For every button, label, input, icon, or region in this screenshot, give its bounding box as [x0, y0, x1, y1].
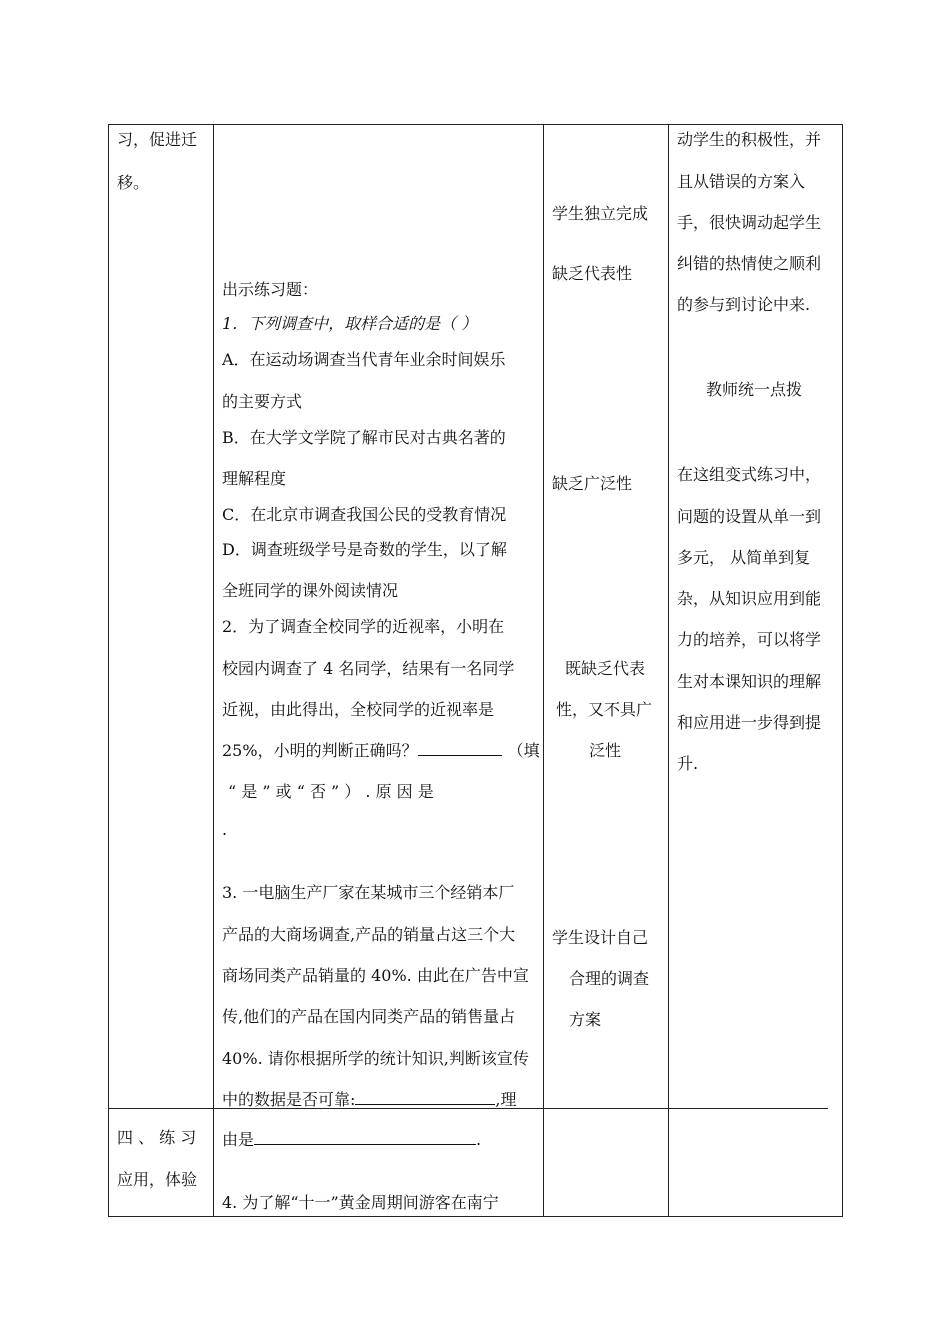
question-1-stem: 1．下列调查中，取样合适的是（ ）	[222, 314, 478, 333]
answer-blank[interactable]	[355, 1090, 495, 1105]
question-1-option: 全班同学的课外阅读情况	[222, 581, 399, 600]
question-1-option: A．在运动场调查当代青年业余时间娱乐	[222, 350, 506, 369]
question-2-text: 25%，小明的判断正确吗？	[222, 741, 418, 760]
exercise-heading: 出示练习题：	[222, 280, 319, 299]
student-activity-note: 缺乏代表性	[552, 264, 633, 283]
stage-label-line: 移。	[117, 173, 150, 192]
question-2-text: （填	[507, 741, 540, 760]
col-divider-3	[668, 124, 669, 1217]
design-intent-line: 杂，从知识应用到能	[677, 589, 822, 608]
design-intent-line: 手，很快调动起学生	[677, 213, 822, 232]
student-activity-note: 学生独立完成	[552, 204, 649, 223]
student-activity-note: 学生设计自己	[552, 928, 649, 947]
question-1-option: 理解程度	[222, 469, 287, 488]
question-1-option: 的主要方式	[222, 392, 303, 411]
design-intent-line: 力的培养，可以将学	[677, 630, 822, 649]
question-3-line: 产品的大商场调查,产品的销量占这三个大	[222, 925, 516, 944]
question-3-line: 商场同类产品销量的 40%. 由此在广告中宣	[222, 966, 529, 985]
stage-label-line: 习，促进迁	[117, 130, 198, 149]
student-activity-note: 方案	[569, 1010, 602, 1029]
student-activity-note: 泛性	[589, 741, 622, 760]
question-3-line	[222, 1130, 481, 1150]
question-1-option: C．在北京市调查我国公民的受教育情况	[222, 505, 507, 524]
question-3-line: 传,他们的产品在国内同类产品的销售量占	[222, 1007, 516, 1026]
answer-blank[interactable]	[254, 1130, 476, 1145]
student-activity-note: 既缺乏代表	[565, 659, 646, 678]
question-2-line: 校园内调查了 4 名同学，结果有一名同学	[222, 659, 515, 678]
design-intent-line: 问题的设置从单一到	[677, 507, 822, 526]
question-3-text: .	[476, 1130, 482, 1149]
col-divider-2	[543, 124, 544, 1217]
col-divider-1	[213, 124, 214, 1217]
question-3-line	[222, 1090, 517, 1110]
design-intent-line: 动学生的积极性，并	[677, 130, 822, 149]
col-divider-right	[842, 124, 843, 1217]
question-3-line: 40%. 请你根据所学的统计知识,判断该宣传	[222, 1049, 529, 1068]
question-2-line: 2．为了调查全校同学的近视率，小明在	[222, 617, 505, 636]
table-bottom-border	[108, 1216, 843, 1217]
col-divider-left	[108, 124, 109, 1217]
stage-label-line: 应用，体验	[117, 1170, 198, 1189]
question-3-text: 由是	[222, 1130, 255, 1149]
question-3-text: 中的数据是否可靠:	[222, 1090, 356, 1109]
question-3-line: 3. 一电脑生产厂家在某城市三个经销本厂	[222, 883, 515, 902]
design-intent-heading: 教师统一点拨	[706, 380, 803, 399]
question-1-option: D．调查班级学号是奇数的学生，以了解	[222, 540, 507, 559]
question-4-line: 4. 为了解“十一”黄金周期间游客在南宁	[222, 1193, 499, 1212]
design-intent-line: 生对本课知识的理解	[677, 672, 822, 691]
student-activity-note: 合理的调查	[569, 969, 650, 988]
design-intent-line: 升.	[677, 754, 699, 773]
design-intent-line: 纠错的热情使之顺利	[677, 254, 822, 273]
design-intent-line: 在这组变式练习中，	[677, 465, 822, 484]
answer-blank[interactable]	[418, 741, 502, 756]
stage-label-line: 四 、 练 习	[117, 1128, 197, 1147]
question-2-line: “ 是 ” 或 “ 否 ” ） . 原 因 是	[228, 782, 434, 801]
question-2-line: .	[222, 820, 228, 839]
student-activity-note: 缺乏广泛性	[552, 474, 633, 493]
table-top-border	[108, 124, 843, 125]
question-2-line	[222, 741, 540, 761]
design-intent-line: 的参与到讨论中来.	[677, 295, 811, 314]
question-1-option: B．在大学文学院了解市民对古典名著的	[222, 428, 506, 447]
design-intent-line: 且从错误的方案入	[677, 172, 806, 191]
student-activity-note: 性，又不具广	[556, 700, 653, 719]
design-intent-line: 和应用进一步得到提	[677, 713, 822, 732]
question-3-text: ,理	[495, 1090, 517, 1109]
design-intent-line: 多元， 从简单到复	[677, 548, 811, 567]
question-2-line: 近视，由此得出，全校同学的近视率是	[222, 700, 495, 719]
